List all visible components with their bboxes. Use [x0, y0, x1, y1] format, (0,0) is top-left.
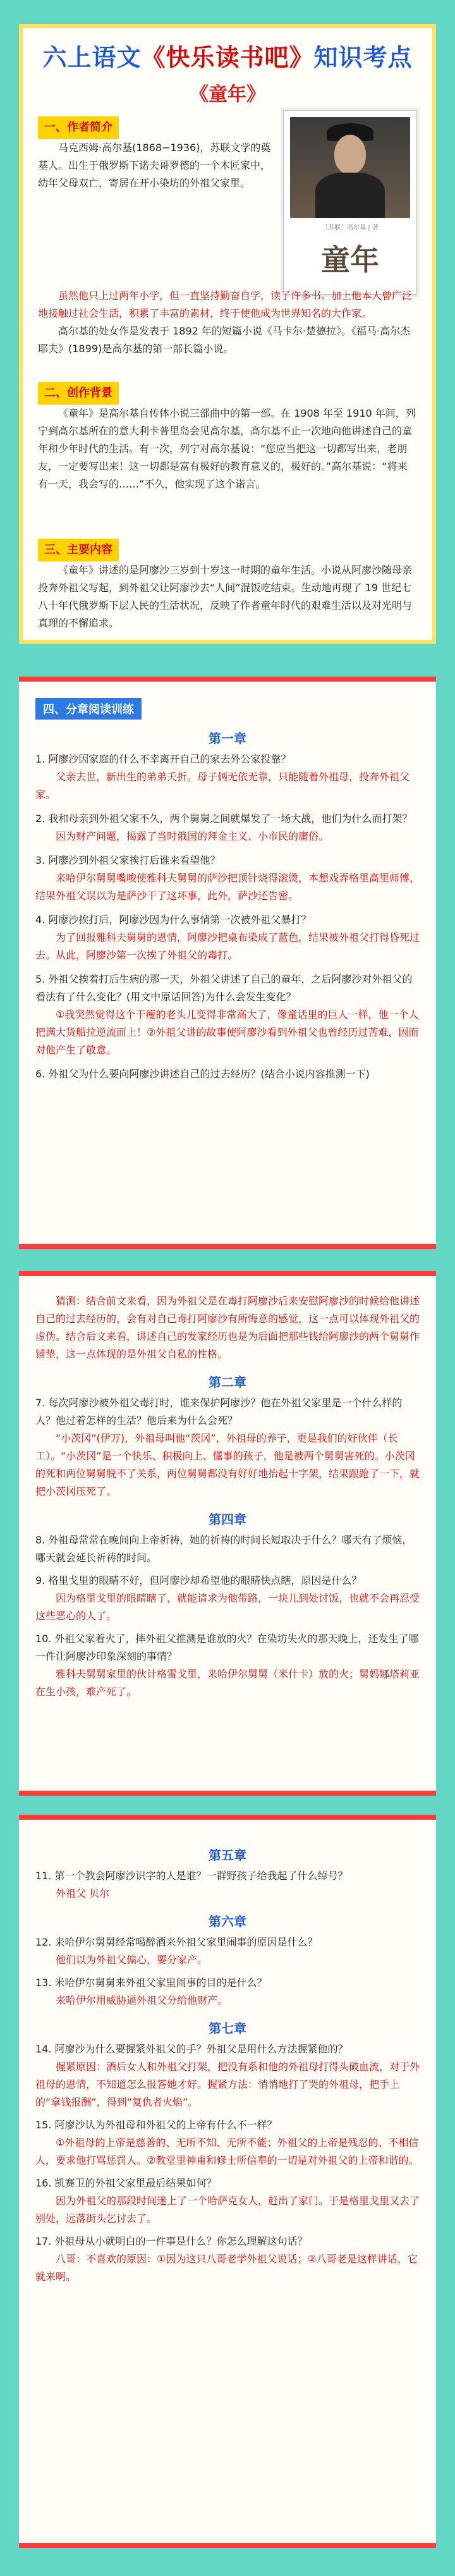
book-cover-image	[283, 110, 417, 295]
question-10: 10. 外祖父家着火了，摔外祖父推测是谁放的火？在染坊失火的那天晚上，还发生了哪一件让阿廖沙印象深刻的事情？	[35, 1633, 419, 1662]
chapter-card-2	[19, 1271, 436, 1796]
answer-10: 雅科夫舅舅家里的伙计格雷戈里，来哈伊尔舅舅（米什卡）放的火；舅妈娜塔莉亚在生小孩，难产死了。	[35, 1668, 420, 1698]
title-suffix: 知识考点	[313, 44, 413, 71]
author-paragraph-2: 虽然他只上过两年小学，但一直坚持勤奋自学，读了许多书。加上他本人曾广泛地接触过社会生活，积累了丰富的素材，终于使他成为世界知名的大作家。	[38, 290, 413, 319]
author-paragraph-1: 马克西姆·高尔基(1868−1936)，苏联文学的奠基人。出生于俄罗斯下诺夫哥罗德的一个木匠家中，幼年父母双亡，寄居在开小染坊的外祖父家里。	[38, 142, 271, 189]
chapter-heading: 第七章	[209, 2021, 246, 2036]
chapter-heading: 第六章	[209, 1914, 246, 1929]
answer-17: 八哥：不喜欢的原因：①因为这只八哥老学外祖父说话；②八哥老是这样讲话，它就来啊。	[35, 2253, 418, 2283]
question-3: 3. 阿廖沙到外祖父家挨打后谁来看望他？	[35, 854, 221, 866]
answer-1: 父亲去世，新出生的弟弟夭折。母子俩无依无靠，只能随着外祖母，投奔外祖父家。	[35, 771, 410, 800]
chapter-heading: 第五章	[209, 1848, 246, 1863]
section-author-cont	[38, 287, 417, 358]
author-paragraph-3: 高尔基的处女作是发表于 1892 年的短篇小说《马卡尔·楚德拉》。《福马·高尔杰耶夫》(1899)是高尔基的第一部长篇小说。	[38, 325, 411, 355]
chapter-heading: 第一章	[209, 731, 246, 746]
answer-14: 握紧原因：酒后女人和外祖父打架，把没有系和他的外祖母打得头破血流，对于外祖母的恩情，不知道怎么报答她才好。握紧方法：悄悄地打了哭的外祖母，把手上的“拿钱报酬”，得到“复仇者火焰”。	[35, 2061, 420, 2108]
answer-11: 外祖父 贝尔	[56, 1887, 110, 1899]
question-7: 7. 每次阿廖沙被外祖父毒打时，谁来保护阿廖沙？他在外祖父家里是一个什么样的人？他过着怎样的生活？他后来为什么会死？	[35, 1397, 403, 1426]
cover-title: 童年	[321, 243, 379, 277]
page-title	[23, 38, 432, 73]
background-paragraph: 《童年》是高尔基自传体小说三部曲中的第一部。在 1908 年至 1910 年间，列宁到高尔基所在的意大利卡普里岛会见高尔基，高尔基不止一次地向他讲述自己的童年和少年时代的生活。有一次，列宁对高尔基说：“您应当把这一切都写出来，老朋友，一定要写出来！这一切都是富有极好的教育意义的，极好的。”高尔基说：“将来有一天，我会写的……”不久，他实现了这个诺言。	[38, 407, 416, 490]
question-13: 13. 米哈伊尔舅舅来外祖父家里闹事的目的是什么？	[35, 1977, 267, 1989]
question-1: 1. 阿廖沙因家庭的什么不幸离开自己的家去外公家投靠？	[35, 753, 291, 765]
question-6: 6. 外祖父为什么要向阿廖沙讲述自己的过去经历？(结合小说内容推测一下)	[35, 1068, 370, 1080]
chapter-card-3	[19, 1815, 436, 2548]
question-8: 8. 外祖母常常在晚间向上帝祈祷，她的祈祷的时间长短取决于什么？哪天有了烦恼，哪天就会延长祈祷的时间。	[35, 1534, 413, 1564]
content-paragraph: 《童年》讲述的是阿廖沙三岁到十岁这一时期的童年生活。小说从阿廖沙随母亲投奔外祖父写起，到外祖父让阿廖沙去“人间”混饭吃结束。生动地再现了 19 世纪七八十年代俄罗斯下层人民的生活状况，反映了作者童年时代的艰难生活以及对光明与真理的不懈追求。	[38, 564, 413, 629]
intro-card	[19, 24, 436, 644]
cover-author: ［苏联］高尔基 | 著	[322, 224, 379, 231]
question-14: 14. 阿廖沙为什么要握紧外祖父的手？外祖父是用什么方法握紧他的？	[35, 2043, 348, 2055]
question-2: 2. 我和母亲到外祖父家不久，两个舅舅之间就爆发了一场大战，他们为什么而打架？	[35, 813, 413, 825]
question-9: 9. 格里戈里的眼睛不好，但阿廖沙却希望他的眼睛快点瞎，原因是什么？	[35, 1574, 362, 1586]
section-content	[38, 539, 417, 632]
answer-4: 为了回报雅科夫舅舅的恩情，阿廖沙把桌布染成了蓝色，结果被外祖父打得昏死过去。从此，阿廖沙第一次挨了外祖父的毒打。	[35, 931, 420, 961]
chapter-card-1	[19, 677, 436, 1249]
question-17: 17. 外祖母从小就明白的一件事是什么？你怎么理解这句话？	[35, 2235, 308, 2247]
answer-9: 因为格里戈里的眼睛瞎了，就能请求为他带路，一块儿到处讨饭，也就不会再忍受这些恶心的人了。	[35, 1592, 420, 1622]
answer-2: 因为财产问题，揭露了当时俄国的拜金主义、小市民的庸俗。	[56, 830, 329, 842]
question-11: 11. 第一个教会阿廖沙识字的人是谁？一群野孩子给我起了什么绰号？	[35, 1870, 348, 1882]
answer-12: 他们以为外祖父偏心，要分家产。	[56, 1954, 208, 1966]
part-heading: 四、分章阅读训练	[35, 698, 142, 720]
section-heading: 三、主要内容	[38, 539, 119, 561]
author-portrait	[290, 117, 410, 218]
section-author	[38, 116, 274, 192]
question-5: 5. 外祖父挨着打后生病的那一天，外祖父讲述了自己的童年，之后阿廖沙对外祖父的看法有了什么变化？(用文中原话回答)为什么会发生变化？	[35, 973, 413, 1003]
section-background	[38, 382, 417, 493]
answer-3: 来哈伊尔舅舅嘴唆使雅科夫舅舅的萨沙把顶针烧得滚烫，本想戏弄格里高里师傅，结果外祖父误以为是萨沙干了这坏事，此外，萨沙还告密。	[35, 872, 420, 902]
answer-16: 因为外祖父的那段时间迷上了一个哈萨克女人，赶出了家门。于是格里戈里又去了别处，远落街头乞讨去了。	[35, 2195, 420, 2224]
answer-7: “小茨冈”(伊万)，外祖母叫他“茨冈”，外祖母的养子，更是我们的好伙伴（长工）。“小茨冈”是一个快乐、积极向上、懂事的孩子，他是被两个舅舅害死的。小茨冈的死和两位舅舅脱不了关系，两位舅舅都没有好好地抬起十字架，结果跟跄了一下，就把小茨冈压死了。	[35, 1432, 420, 1497]
question-15: 15. 阿廖沙认为外祖母和外祖父的上帝有什么不一样？	[35, 2119, 277, 2131]
chapter-heading: 第二章	[209, 1375, 246, 1390]
question-16: 16. 凯赛卫的外祖父家里最后结果如何？	[35, 2177, 217, 2189]
section-heading: 一、作者简介	[38, 116, 119, 139]
section-heading: 二、创作背景	[38, 382, 119, 405]
chapter-heading: 第四章	[209, 1512, 246, 1527]
answer-6: 猜测：结合前文来看，因为外祖父是在毒打阿廖沙后来安慰阿廖沙的时候给他讲述自己的过去经历的，会有对自己毒打阿廖沙有所悔意的感觉，这一点可以体现外祖父的虚伪。结合后文来看，讲述自己的发家经历也是为后面把那些钱给阿廖沙的两个舅舅作铺垫，这一点体现的是外祖父自私的性格。	[35, 1295, 420, 1360]
answer-5: ①我突然觉得这个干瘦的老头儿变得非常高大了，像童话里的巨人一样，他一个人把满大货船拉逆流而上！②外祖父讲的故事使阿廖沙看到外祖父也曾经历过苦难，因而对他产生了敬意。	[35, 1009, 419, 1056]
question-4: 4. 阿廖沙挨打后，阿廖沙因为什么事情第一次被外祖父暴打？	[35, 914, 312, 926]
answer-13: 来哈伊尔用威胁逼外祖父分给他财产。	[56, 1994, 228, 2006]
question-12: 12. 来哈伊尔舅舅经常喝醉酒来外祖父家里闹事的原因是什么？	[35, 1936, 318, 1948]
book-title: 《童年》	[190, 83, 265, 106]
title-prefix: 六上语文	[42, 44, 142, 71]
title-book: 《快乐读书吧》	[141, 44, 314, 71]
answer-15: ①外祖母的上帝是慈善的、无所不知、无所不能；外祖父的上帝是残忍的、不相信人，要求他打骂惩罚人。②教堂里神甫和修士所信奉的一切是对外祖父的上帝和谐的。	[35, 2137, 419, 2166]
